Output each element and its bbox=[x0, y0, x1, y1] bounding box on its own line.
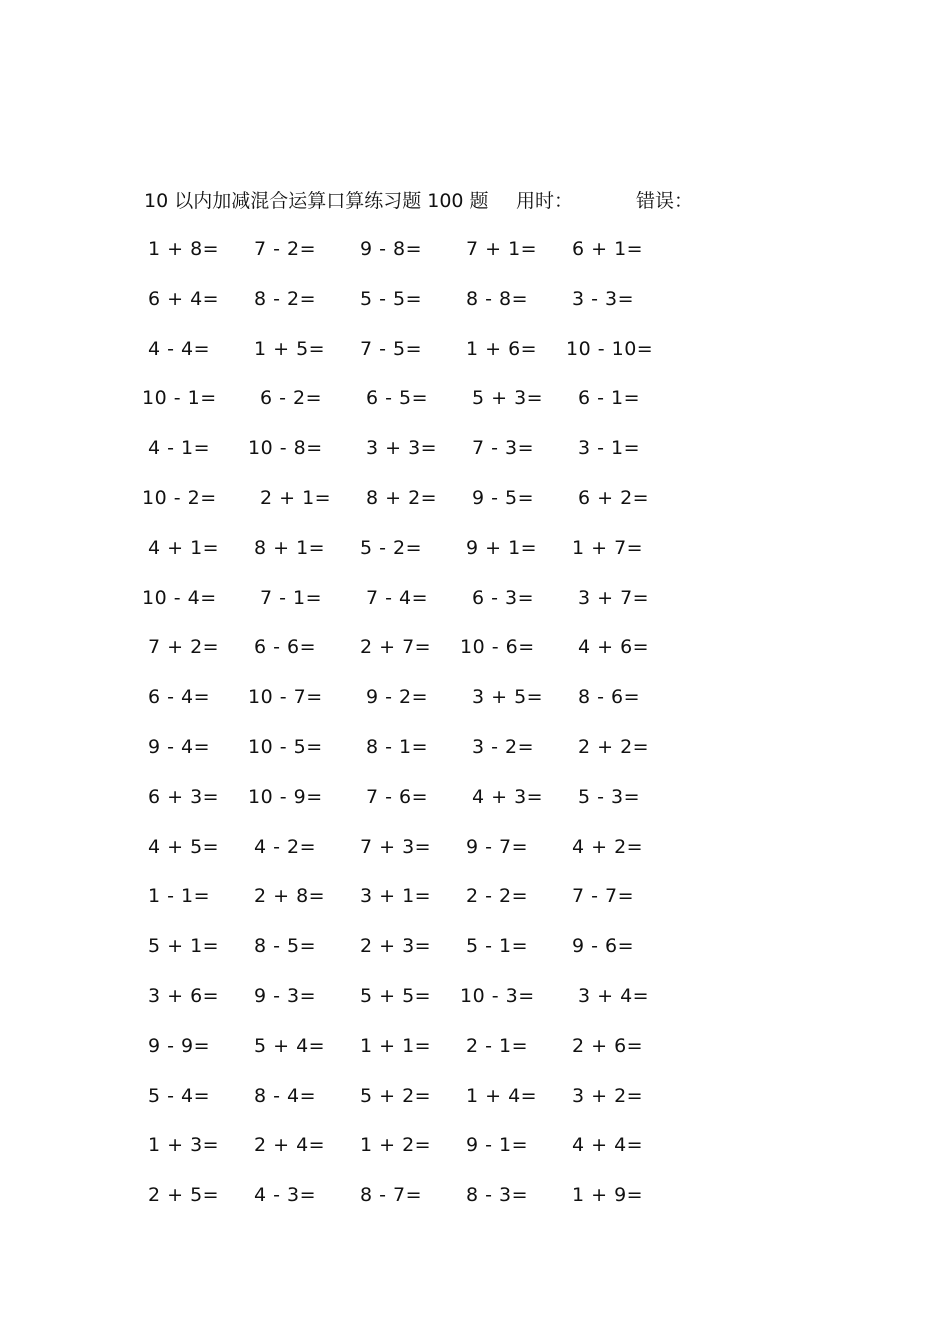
problem-cell: 5 - 5= bbox=[360, 287, 423, 310]
problem-cell: 7 - 4= bbox=[366, 586, 429, 609]
problem-cell: 2 - 2= bbox=[466, 885, 529, 908]
problem-cell: 5 - 3= bbox=[578, 785, 641, 808]
problem-cell: 3 + 7= bbox=[578, 586, 650, 609]
problem-cell: 2 + 6= bbox=[572, 1034, 644, 1057]
problem-cell: 6 + 2= bbox=[578, 486, 650, 509]
problem-cell: 2 + 7= bbox=[360, 636, 432, 659]
problem-row bbox=[140, 334, 700, 384]
problem-cell: 8 - 7= bbox=[360, 1184, 423, 1207]
problem-cell: 4 + 4= bbox=[572, 1134, 644, 1157]
problem-cell: 3 - 3= bbox=[572, 287, 635, 310]
problem-cell: 1 - 1= bbox=[148, 885, 211, 908]
problem-row bbox=[140, 1130, 700, 1180]
problem-row bbox=[140, 234, 700, 284]
problem-cell: 7 - 2= bbox=[254, 238, 317, 260]
problem-cell: 6 - 2= bbox=[260, 387, 323, 410]
problem-cell: 2 + 8= bbox=[254, 885, 326, 908]
time-label: 用时： bbox=[516, 190, 574, 212]
problem-cell: 3 + 3= bbox=[366, 437, 438, 460]
problem-cell: 4 - 1= bbox=[148, 437, 211, 460]
problem-cell: 9 - 3= bbox=[254, 984, 317, 1007]
problem-row bbox=[140, 732, 700, 782]
problem-cell: 3 + 5= bbox=[472, 686, 544, 709]
problem-cell: 6 + 1= bbox=[572, 238, 644, 260]
problem-cell: 8 - 1= bbox=[366, 735, 429, 758]
problem-cell: 10 - 7= bbox=[248, 686, 323, 709]
problem-cell: 4 - 4= bbox=[148, 337, 211, 360]
problem-cell: 3 - 1= bbox=[578, 437, 641, 460]
problem-cell: 9 - 7= bbox=[466, 835, 529, 858]
problem-cell: 7 + 2= bbox=[148, 636, 220, 659]
problem-cell: 5 + 3= bbox=[472, 387, 544, 410]
problem-cell: 5 + 2= bbox=[360, 1084, 432, 1107]
problem-row bbox=[140, 782, 700, 832]
problem-cell: 5 + 1= bbox=[148, 935, 220, 958]
problem-cell: 7 + 1= bbox=[466, 238, 538, 260]
problem-cell: 4 - 3= bbox=[254, 1184, 317, 1207]
problem-cell: 10 - 9= bbox=[248, 785, 323, 808]
problem-row bbox=[140, 284, 700, 334]
problem-cell: 10 - 1= bbox=[142, 387, 217, 410]
problem-cell: 8 - 8= bbox=[466, 287, 529, 310]
problem-cell: 6 - 5= bbox=[366, 387, 429, 410]
problem-cell: 7 - 7= bbox=[572, 885, 635, 908]
problem-cell: 10 - 5= bbox=[248, 735, 323, 758]
problem-cell: 7 - 3= bbox=[472, 437, 535, 460]
problem-cell: 2 + 4= bbox=[254, 1134, 326, 1157]
problem-cell: 6 + 4= bbox=[148, 287, 220, 310]
problem-cell: 2 - 1= bbox=[466, 1034, 529, 1057]
problem-cell: 9 - 8= bbox=[360, 238, 423, 260]
problem-cell: 2 + 2= bbox=[578, 735, 650, 758]
problem-cell: 10 - 3= bbox=[460, 984, 535, 1007]
problem-row bbox=[140, 1081, 700, 1131]
problem-cell: 2 + 1= bbox=[260, 486, 332, 509]
problem-cell: 4 + 3= bbox=[472, 785, 544, 808]
problem-cell: 1 + 1= bbox=[360, 1034, 432, 1057]
problem-cell: 3 + 2= bbox=[572, 1084, 644, 1107]
problem-cell: 8 - 3= bbox=[466, 1184, 529, 1207]
problem-cell: 10 - 2= bbox=[142, 486, 217, 509]
problem-cell: 7 + 3= bbox=[360, 835, 432, 858]
problem-cell: 8 - 5= bbox=[254, 935, 317, 958]
problem-cell: 2 + 3= bbox=[360, 935, 432, 958]
problem-cell: 6 - 3= bbox=[472, 586, 535, 609]
problem-row bbox=[140, 583, 700, 633]
problem-cell: 5 + 4= bbox=[254, 1034, 326, 1057]
problem-cell: 4 + 5= bbox=[148, 835, 220, 858]
problem-cell: 6 - 1= bbox=[578, 387, 641, 410]
problem-row bbox=[140, 383, 700, 433]
problem-cell: 10 - 6= bbox=[460, 636, 535, 659]
error-label: 错误： bbox=[636, 190, 694, 212]
problem-cell: 1 + 6= bbox=[466, 337, 538, 360]
problem-cell: 5 + 5= bbox=[360, 984, 432, 1007]
problem-cell: 8 - 4= bbox=[254, 1084, 317, 1107]
problem-cell: 10 - 8= bbox=[248, 437, 323, 460]
problem-cell: 8 + 2= bbox=[366, 486, 438, 509]
problem-cell: 1 + 8= bbox=[148, 238, 220, 260]
problem-cell: 3 + 4= bbox=[578, 984, 650, 1007]
problem-cell: 4 + 6= bbox=[578, 636, 650, 659]
problem-row bbox=[140, 682, 700, 732]
problem-row bbox=[140, 433, 700, 483]
problem-cell: 1 + 7= bbox=[572, 536, 644, 559]
problem-cell: 1 + 5= bbox=[254, 337, 326, 360]
problem-row bbox=[140, 981, 700, 1031]
problem-row bbox=[140, 533, 700, 583]
problem-cell: 9 - 4= bbox=[148, 735, 211, 758]
problem-cell: 4 + 2= bbox=[572, 835, 644, 858]
problem-cell: 9 - 2= bbox=[366, 686, 429, 709]
problem-cell: 4 + 1= bbox=[148, 536, 220, 559]
problem-cell: 4 - 2= bbox=[254, 835, 317, 858]
problem-cell: 3 + 1= bbox=[360, 885, 432, 908]
problem-row bbox=[140, 483, 700, 533]
problem-row bbox=[140, 1180, 700, 1230]
problem-cell: 9 - 1= bbox=[466, 1134, 529, 1157]
problem-cell: 6 - 4= bbox=[148, 686, 211, 709]
problem-cell: 7 - 5= bbox=[360, 337, 423, 360]
problem-cell: 9 - 5= bbox=[472, 486, 535, 509]
problem-cell: 9 - 6= bbox=[572, 935, 635, 958]
problem-cell: 3 - 2= bbox=[472, 735, 535, 758]
problem-cell: 10 - 4= bbox=[142, 586, 217, 609]
problem-cell: 7 - 6= bbox=[366, 785, 429, 808]
problem-cell: 1 + 2= bbox=[360, 1134, 432, 1157]
problem-cell: 10 - 10= bbox=[566, 337, 654, 360]
problem-cell: 3 + 6= bbox=[148, 984, 220, 1007]
problem-cell: 7 - 1= bbox=[260, 586, 323, 609]
problem-cell: 5 - 2= bbox=[360, 536, 423, 559]
problem-cell: 1 + 4= bbox=[466, 1084, 538, 1107]
problem-cell: 8 + 1= bbox=[254, 536, 326, 559]
problem-grid bbox=[140, 234, 700, 1230]
problem-cell: 2 + 5= bbox=[148, 1184, 220, 1207]
problem-cell: 9 + 1= bbox=[466, 536, 538, 559]
problem-cell: 5 - 1= bbox=[466, 935, 529, 958]
problem-row bbox=[140, 632, 700, 682]
problem-cell: 1 + 3= bbox=[148, 1134, 220, 1157]
problem-row bbox=[140, 832, 700, 882]
problem-cell: 9 - 9= bbox=[148, 1034, 211, 1057]
problem-cell: 6 + 3= bbox=[148, 785, 220, 808]
problem-cell: 6 - 6= bbox=[254, 636, 317, 659]
problem-cell: 1 + 9= bbox=[572, 1184, 644, 1207]
problem-cell: 5 - 4= bbox=[148, 1084, 211, 1107]
problem-row bbox=[140, 1031, 700, 1081]
problem-cell: 8 - 6= bbox=[578, 686, 641, 709]
problem-cell: 8 - 2= bbox=[254, 287, 317, 310]
worksheet-title: 10 以内加减混合运算口算练习题 100 题 bbox=[144, 190, 489, 212]
problem-row bbox=[140, 931, 700, 981]
problem-row bbox=[140, 881, 700, 931]
